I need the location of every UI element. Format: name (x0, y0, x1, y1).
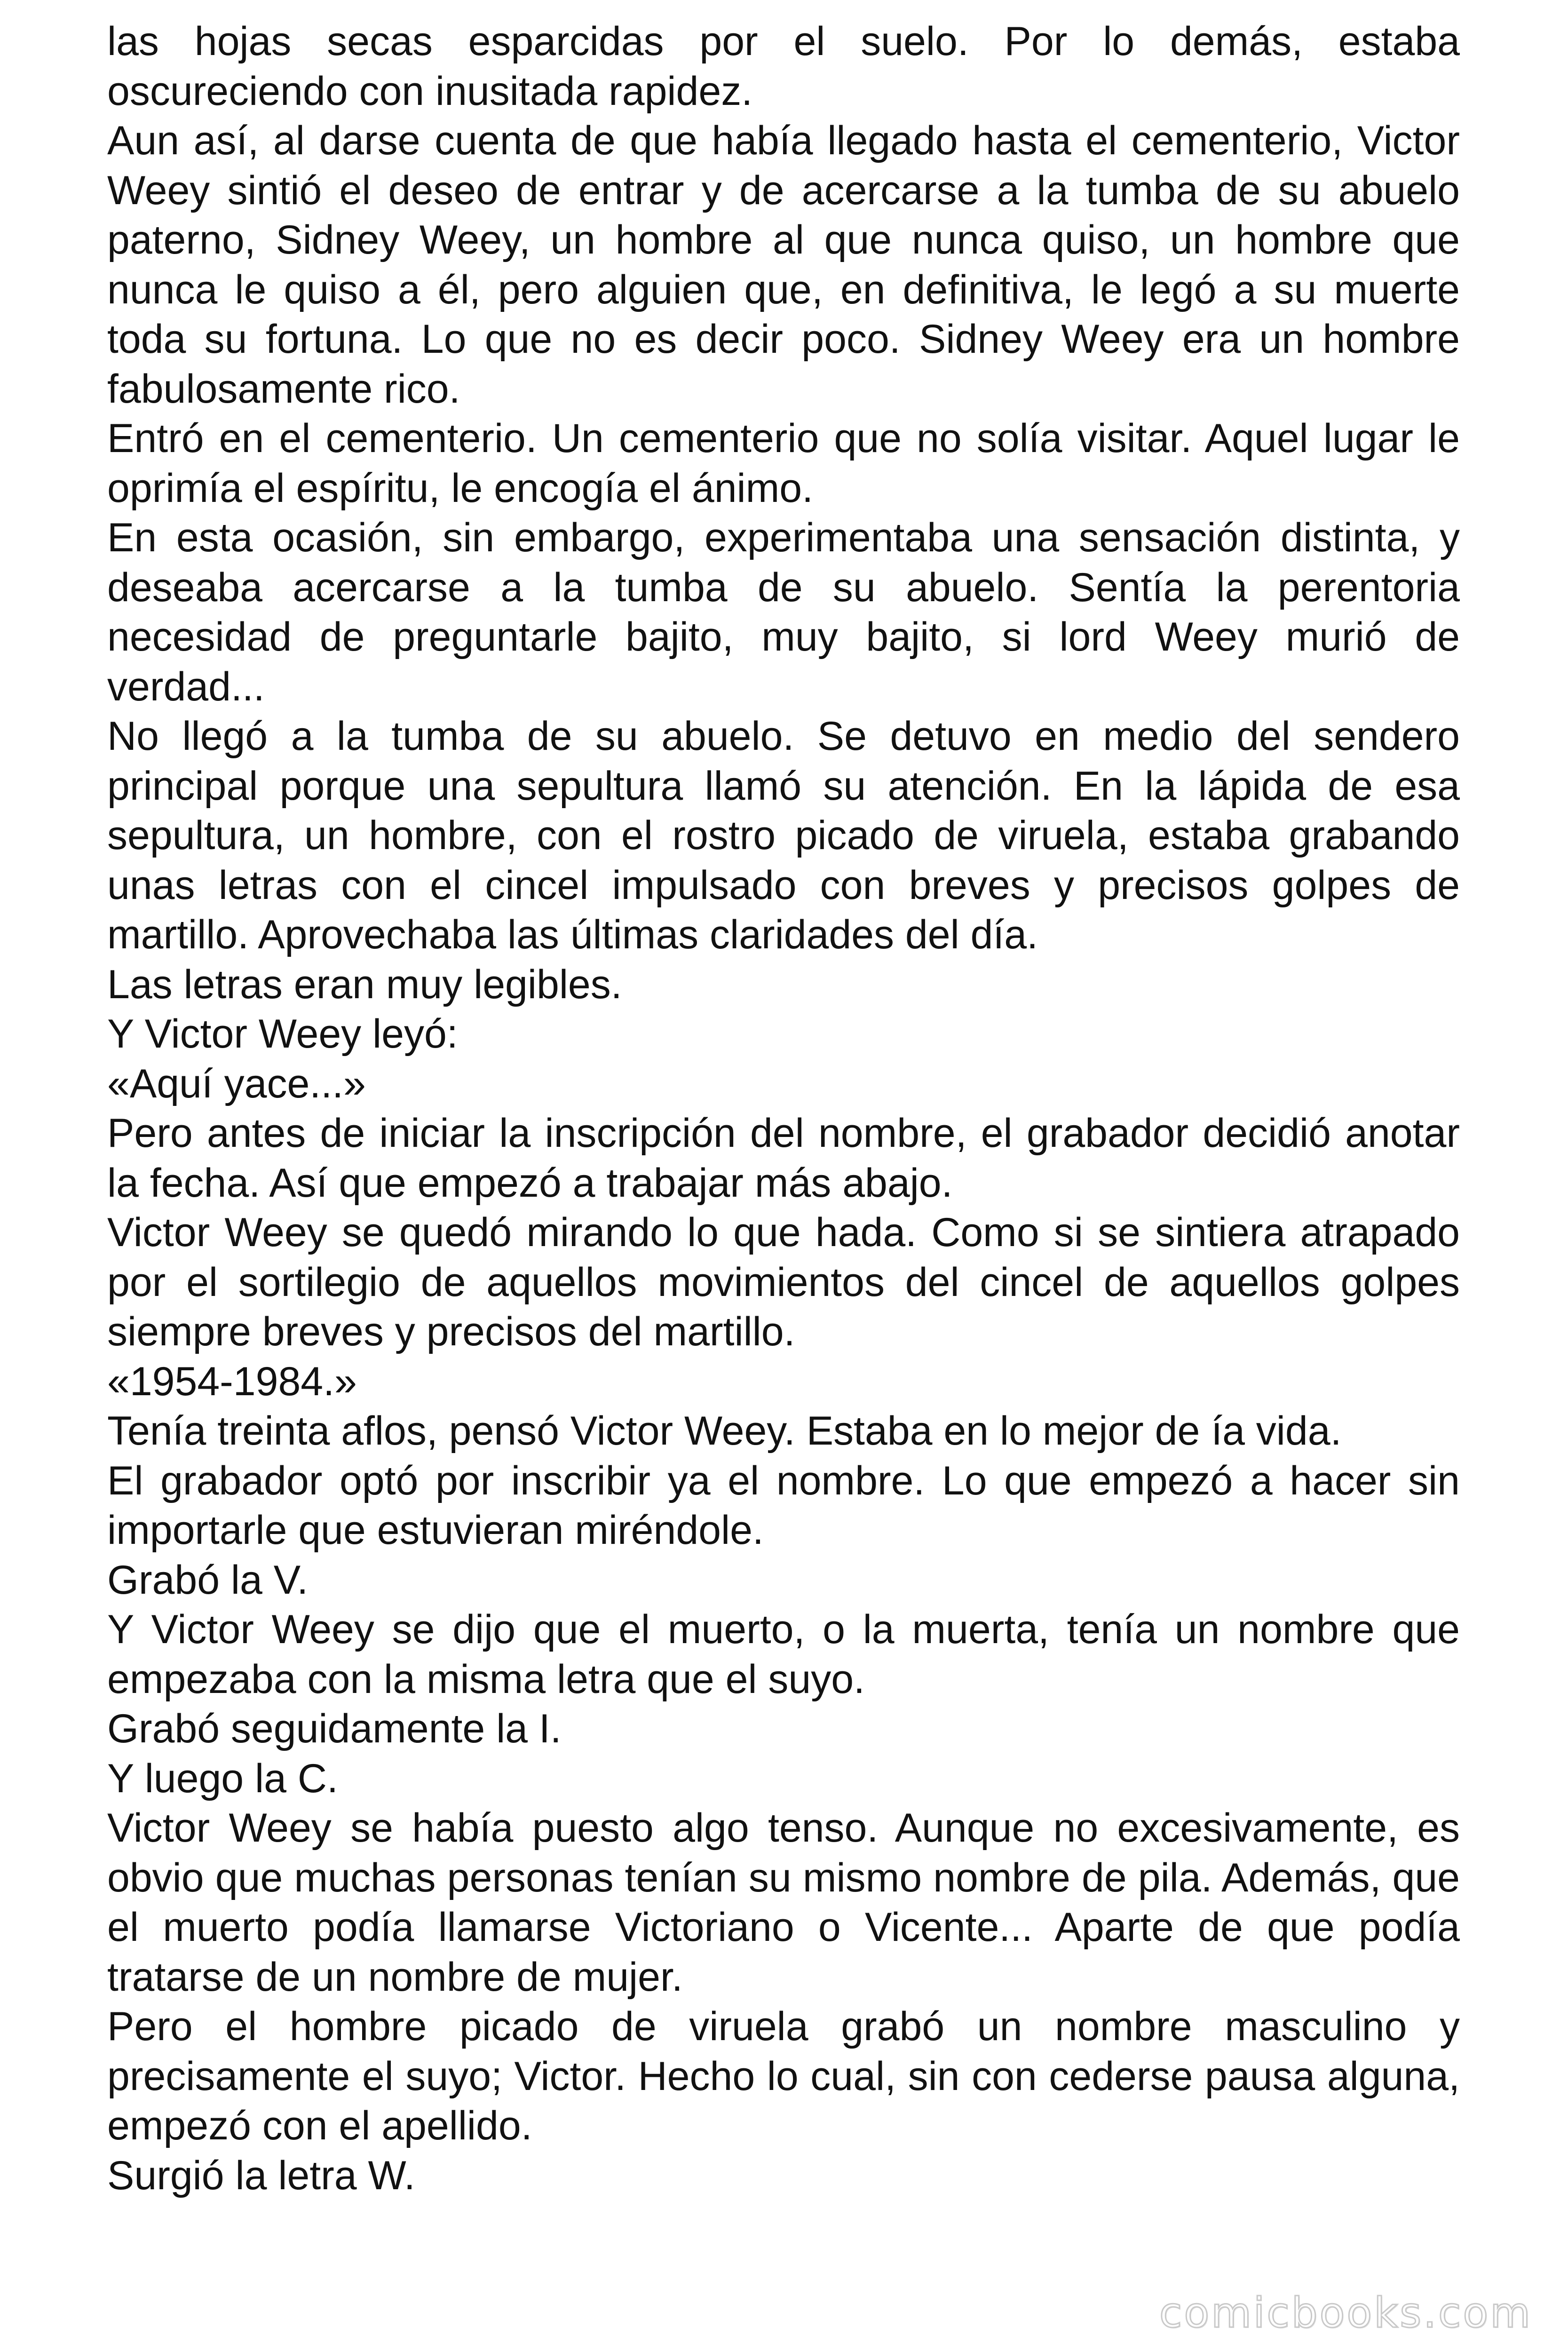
paragraph: Las letras eran muy legibles. (107, 961, 622, 1007)
paragraph: No llegó a la tumba de su abuelo. Se detuvo en medio del sendero principal porque una sepultura llamó su atención. En la lápida de esa sepultura, un hombre, con el rostro picado de viruela, estaba grabando unas letras con el cincel impulsado con breves y precisos golpes de martillo. Aprovechaba las últimas claridades del día. (107, 714, 1460, 957)
paragraph: Y luego la C. (107, 1756, 338, 1801)
document-body (107, 17, 1460, 2201)
paragraph: Aun así, al darse cuenta de que había llegado hasta el cementerio, Victor Weey sintió el deseo de entrar y de acercarse a la tumba de su abuelo paterno, Sidney Weey, un hombre al que nunca quiso, un hombre que nunca le quiso a él, pero alguien que, en definitiva, le legó a su muerte toda su fortuna. Lo que no es decir poco. Sidney Weey era un hombre fabulosamente rico. (107, 118, 1460, 412)
paragraph: Surgió la letra W. (107, 2153, 415, 2198)
paragraph: «Aquí yace...» (107, 1061, 366, 1106)
paragraph: Victor Weey se había puesto algo tenso. Aunque no excesivamente, es obvio que muchas personas tenían su mismo nombre de pila. Además, que el muerto podía llamarse Victoriano o Vicente... Aparte de que podía tratarse de un nombre de mujer. (107, 1805, 1460, 2000)
watermark: comicbooks.com (1159, 2288, 1532, 2337)
paragraph: Tenía treinta aflos, pensó Victor Weey. Estaba en lo mejor de ía vida. (107, 1408, 1342, 1454)
paragraph: El grabador optó por inscribir ya el nombre. Lo que empezó a hacer sin importarle que estuvieran miréndole. (107, 1458, 1460, 1553)
paragraph: Y Victor Weey se dijo que el muerto, o la muerta, tenía un nombre que empezaba con la misma letra que el suyo. (107, 1607, 1460, 1702)
paragraph: Entró en el cementerio. Un cementerio que no solía visitar. Aquel lugar le oprimía el espíritu, le encogía el ánimo. (107, 416, 1460, 511)
paragraph: las hojas secas esparcidas por el suelo. Por lo demás, estaba oscureciendo con inusitada rapidez. (107, 19, 1460, 114)
paragraph: «1954-1984.» (107, 1359, 357, 1404)
paragraph: Pero el hombre picado de viruela grabó un nombre masculino y precisamente el suyo; Victor. Hecho lo cual, sin con cederse pausa alguna, empezó con el apellido. (107, 2004, 1460, 2148)
paragraph: Grabó la V. (107, 1557, 309, 1603)
paragraph: Grabó seguidamente la I. (107, 1706, 562, 1751)
paragraph: Pero antes de iniciar la inscripción del nombre, el grabador decidió anotar la fecha. Así que empezó a trabajar más abajo. (107, 1111, 1460, 1206)
paragraph: En esta ocasión, sin embargo, experimentaba una sensación distinta, y deseaba acercarse a la tumba de su abuelo. Sentía la perentoria necesidad de preguntarle bajito, muy bajito, si lord Weey murió de verdad... (107, 515, 1460, 709)
paragraph: Victor Weey se quedó mirando lo que hada. Como si se sintiera atrapado por el sortilegio de aquellos movimientos del cincel de aquellos golpes siempre breves y precisos del martillo. (107, 1210, 1460, 1354)
paragraph: Y Victor Weey leyó: (107, 1011, 458, 1057)
